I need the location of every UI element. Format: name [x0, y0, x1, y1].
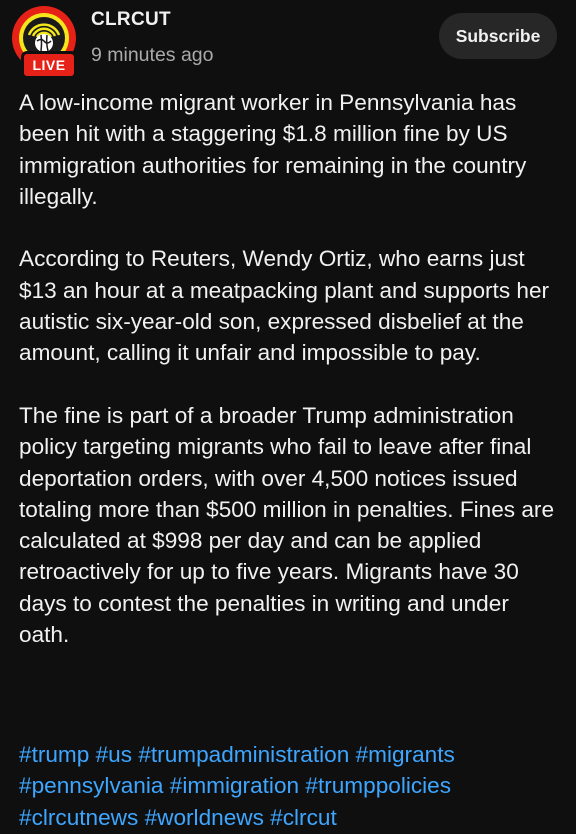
subscribe-button[interactable]: Subscribe	[439, 13, 557, 59]
post-timestamp: 9 minutes ago	[91, 44, 214, 66]
channel-avatar[interactable]	[11, 5, 79, 73]
hashtag-link[interactable]: #clrcutnews	[19, 804, 139, 830]
hashtag-link[interactable]: #immigration	[169, 773, 300, 799]
hashtag-link[interactable]: #trumpadministration	[138, 742, 350, 767]
hashtag-link[interactable]: #clrcut	[270, 804, 337, 830]
hashtag-link[interactable]: #us	[95, 742, 133, 767]
hashtag-link[interactable]: #worldnews	[144, 804, 264, 830]
hashtag-link[interactable]: #trumppolicies	[305, 773, 452, 799]
hashtag-link[interactable]: #migrants	[355, 742, 455, 767]
hashtag-link[interactable]: #pennsylvania	[19, 773, 164, 799]
post-text	[19, 87, 564, 682]
hashtag-link[interactable]: #trump	[19, 742, 90, 767]
post-paragraph: The fine is part of a broader Trump administration policy targeting migrants who fail to leave after final deportation orders, with over 4,500 notices issued totaling more than $500 million in penalties. Fines are calculated at $998 per day and can be applied retroactively for up to five years. Migrants have 30 days to contest the penalties in writing and under oath.	[19, 402, 555, 648]
hashtag-list	[19, 739, 564, 833]
live-badge: LIVE	[21, 51, 77, 79]
post-paragraph: A low-income migrant worker in Pennsylvania has been hit with a staggering $1.8 million fine by US immigration authorities for remaining in the country illegally.	[19, 90, 527, 209]
post-header	[0, 0, 576, 80]
post-paragraph: According to Reuters, Wendy Ortiz, who earns just $13 an hour at a meatpacking plant and supports her autistic six-year-old son, expressed disbelief at the amount, calling it unfair and impossible to pay.	[19, 246, 550, 366]
channel-name[interactable]: CLRCUT	[91, 9, 171, 30]
